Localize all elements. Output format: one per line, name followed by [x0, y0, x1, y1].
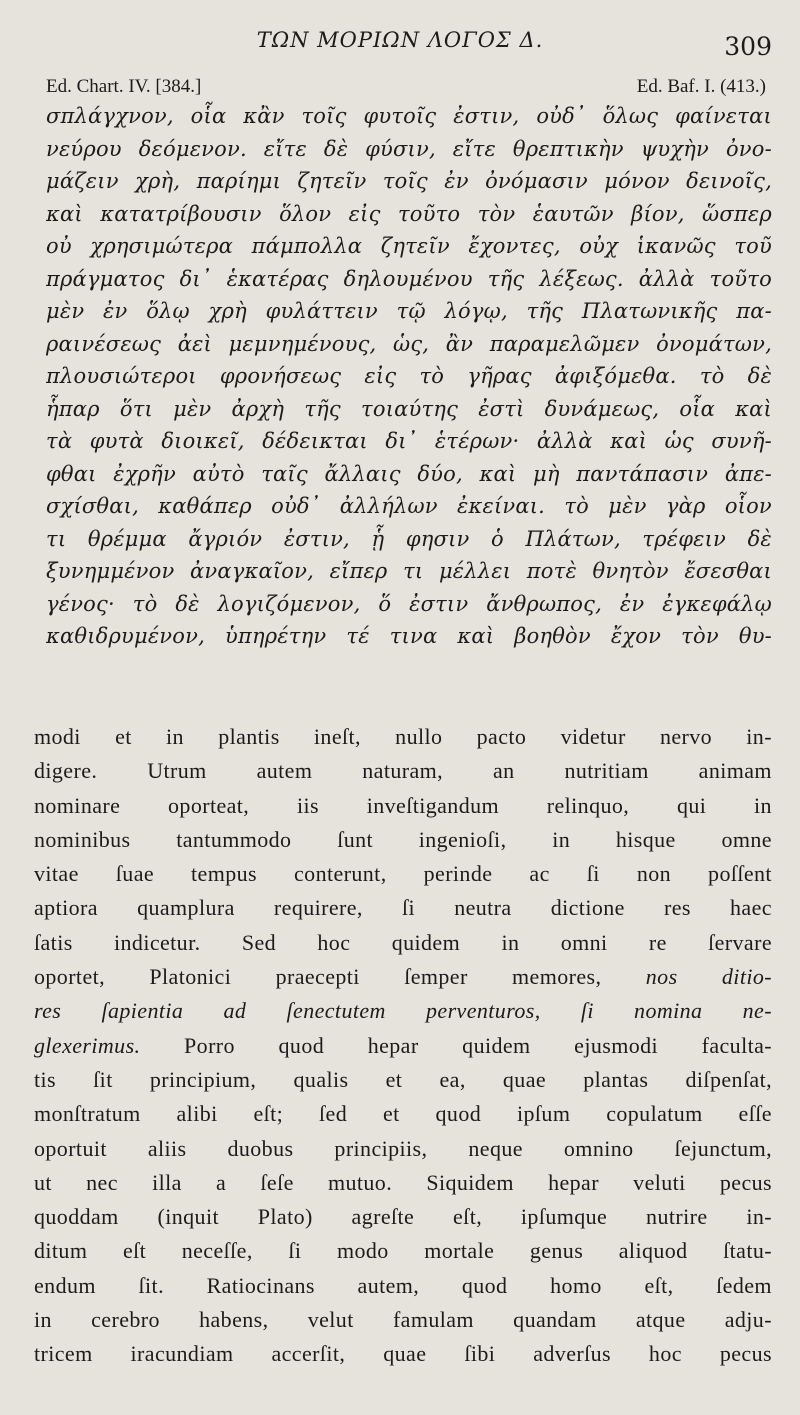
- greek-line: [46, 523, 772, 556]
- greek-line-text: φθαι ἐχρῆν αὐτὸ ταῖς ἄλλαις δύο, καὶ μὴ παντάπασιν ἀπε-: [46, 461, 772, 486]
- latin-line-text: nominibus tantummodo ſunt ingenioſi, in hisque omne: [34, 826, 772, 852]
- page-number: 309: [724, 32, 772, 61]
- greek-line-text: νεύρου δεόμενον. εἴτε δὲ φύσιν, εἴτε θρεπτικὴν ψυχὴν ὀνο-: [46, 136, 772, 161]
- latin-line-text: ſatis indicetur. Sed hoc quidem in omni re ſervare: [34, 929, 772, 955]
- latin-line-text: modi et in plantis ineſt, nullo pacto videtur nervo in-: [34, 724, 772, 749]
- latin-line: [34, 1097, 772, 1131]
- greek-line: [46, 263, 772, 296]
- latin-line-text: oportuit aliis duobus principiis, neque omnino ſejunctum,: [34, 1135, 772, 1161]
- latin-line: [34, 789, 772, 823]
- greek-line: [46, 360, 772, 393]
- greek-line-text: καθιδρυμένον, ὑπηρέτην τέ τινα καὶ βοηθὸν ἔχον τὸν θυ-: [46, 624, 772, 648]
- greek-line: [46, 100, 772, 133]
- latin-line: [34, 1269, 772, 1303]
- greek-line: [46, 490, 772, 523]
- latin-line: [34, 857, 772, 891]
- latin-line-text: glexerimus. Porro quod hepar quidem ejusmodi faculta-: [34, 1032, 772, 1058]
- greek-line: [46, 620, 772, 653]
- greek-line: [46, 555, 772, 588]
- greek-line-text: πράγματος δι᾽ ἑκατέρας δηλουμένου τῆς λέξεως. ἀλλὰ τοῦτο: [46, 266, 772, 291]
- greek-line-text: ραινέσεως ἀεὶ μεμνημένους, ὡς, ἂν παραμελῶμεν ὀνομάτων,: [46, 331, 772, 356]
- greek-text-block: [46, 100, 772, 653]
- latin-line-text: endum ſit. Ratiocinans autem, quod homo eſt, ſedem: [34, 1272, 772, 1298]
- latin-line-text: ditum eſt neceſſe, ſi modo mortale genus aliquod ſtatu-: [34, 1238, 772, 1264]
- latin-line-text: vitae ſuae tempus conterunt, perinde ac ſi non poſſent: [34, 861, 772, 887]
- greek-line-text: σχίσθαι, καθάπερ οὐδ᾽ ἀλλήλων ἐκείναι. τὸ μὲν γὰρ οἷον: [46, 494, 772, 518]
- latin-line: [34, 926, 772, 960]
- latin-line-text: oportet, Platonici praecepti ſemper memores, nos ditio-: [34, 964, 772, 990]
- latin-line: [34, 1303, 772, 1337]
- edition-reference-left: Ed. Chart. IV. [384.]: [46, 76, 202, 97]
- greek-line: [46, 393, 772, 426]
- latin-text-block: [34, 720, 772, 1372]
- latin-line-text: res ſapientia ad ſenectutem perventuros, ſi nomina ne-: [34, 998, 772, 1024]
- greek-line-text: καὶ κατατρίβουσιν ὅλον εἰς τοῦτο τὸν ἑαυτῶν βίον, ὥσπερ: [46, 201, 772, 226]
- greek-line: [46, 230, 772, 263]
- latin-line: [34, 1029, 772, 1063]
- greek-line-text: μὲν ἐν ὅλῳ χρὴ φυλάττειν τῷ λόγῳ, τῆς Πλατωνικῆς πα-: [46, 299, 772, 323]
- greek-line-text: τὰ φυτὰ διοικεῖ, δέδεικται δι᾽ ἑτέρων· ἀλλὰ καὶ ὡς συνῆ-: [46, 429, 772, 453]
- latin-line-text: digere. Utrum autem naturam, an nutritiam animam: [34, 758, 772, 784]
- greek-line: [46, 328, 772, 361]
- latin-line: [34, 823, 772, 857]
- latin-line: [34, 1166, 772, 1200]
- latin-line: [34, 960, 772, 994]
- latin-line: [34, 1132, 772, 1166]
- latin-line-text: in cerebro habens, velut famulam quandam atque adju-: [34, 1307, 772, 1333]
- greek-line-text: ἧπαρ ὅτι μὲν ἀρχὴ τῆς τοιαύτης ἐστὶ δυνάμεως, οἷα καὶ: [46, 396, 772, 421]
- greek-line-text: ξυνημμένον ἀναγκαῖον, εἴπερ τι μέλλει ποτὲ θνητὸν ἔσεσθαι: [46, 559, 772, 583]
- greek-line: [46, 198, 772, 231]
- latin-line-text: tricem iracundiam accerſit, quae ſibi adverſus hoc pecus: [34, 1341, 772, 1367]
- greek-line-text: σπλάγχνον, οἷα κἂν τοῖς φυτοῖς ἐστιν, οὐδ᾽ ὅλως φαίνεται: [46, 104, 772, 128]
- latin-line: [34, 1063, 772, 1097]
- latin-line: [34, 891, 772, 925]
- greek-line: [46, 588, 772, 621]
- edition-references: [46, 76, 766, 98]
- latin-line-text: quoddam (inquit Plato) agreſte eſt, ipſumque nutrire in-: [34, 1204, 772, 1230]
- latin-line-text: ut nec illa a ſeſe mutuo. Siquidem hepar veluti pecus: [34, 1169, 772, 1195]
- greek-line: [46, 458, 772, 491]
- latin-line: [34, 994, 772, 1028]
- latin-line-text: monſtratum alibi eſt; ſed et quod ipſum copulatum eſſe: [34, 1101, 772, 1127]
- latin-line: [34, 1337, 772, 1371]
- latin-line-text: aptiora quamplura requirere, ſi neutra dictione res haec: [34, 895, 772, 921]
- latin-line: [34, 1200, 772, 1234]
- greek-line: [46, 133, 772, 166]
- greek-line-text: μάζειν χρὴ, παρίημι ζητεῖν τοῖς ἐν ὀνόμασιν μόνον δεινοῖς,: [46, 169, 772, 193]
- greek-line-text: τι θρέμμα ἄγριόν ἐστιν, ᾗ φησιν ὁ Πλάτων, τρέφειν δὲ: [46, 526, 772, 551]
- greek-line: [46, 425, 772, 458]
- greek-line-text: γένος· τὸ δὲ λογιζόμενον, ὅ ἐστιν ἄνθρωπος, ἐν ἐγκεφάλῳ: [46, 591, 772, 616]
- greek-line-text: πλουσιώτεροι φρονήσεως εἰς τὸ γῆρας ἀφιξόμεθα. τὸ δὲ: [46, 364, 772, 388]
- latin-line-text: tis ſit principium, qualis et ea, quae plantas diſpenſat,: [34, 1066, 772, 1092]
- latin-line-text: nominare oporteat, iis inveſtigandum relinquo, qui in: [34, 792, 772, 818]
- greek-line-text: οὐ χρησιμώτερα πάμπολλα ζητεῖν ἔχοντες, οὐχ ἱκανῶς τοῦ: [46, 234, 772, 258]
- greek-line: [46, 295, 772, 328]
- running-head: ΤΩΝ ΜΟΡΙΩΝ ΛΟΓΟΣ Δ.: [256, 28, 544, 52]
- edition-reference-right: Ed. Baf. I. (413.): [636, 76, 766, 97]
- greek-line: [46, 165, 772, 198]
- latin-line: [34, 1234, 772, 1268]
- latin-line: [34, 720, 772, 754]
- latin-line: [34, 754, 772, 788]
